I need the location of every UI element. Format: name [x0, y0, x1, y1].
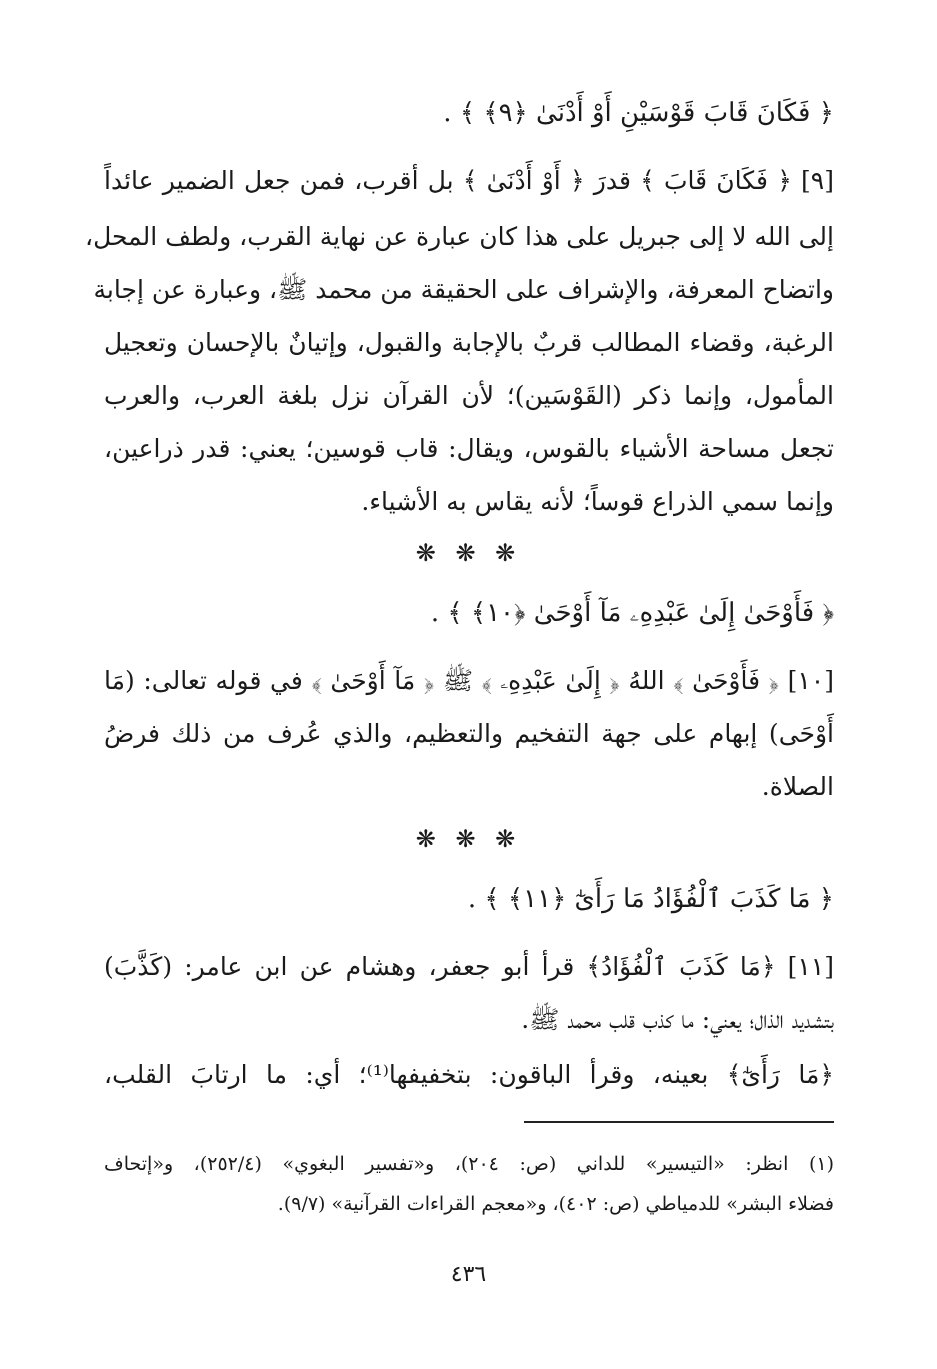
verse-11: ﴿ مَا كَذَبَ ٱلْفُؤَادُ مَا رَأَىٰٓ ﴿١١﴾ ﴾ . — [467, 884, 834, 914]
verse-10: ﴿ فَأَوْحَىٰ إِلَىٰ عَبْدِهِۦ مَآ أَوْحَىٰ ﴿١٠﴾ ﴾ . — [430, 598, 834, 628]
verse-9: ﴿ فَكَانَ قَابَ قَوْسَيْنِ أَوْ أَدْنَىٰ ﴿٩﴾ ﴾ . — [443, 98, 834, 128]
commentary-9-line-4: الرغبة، وقضاء المطالب قربٌ بالإجابة والقبول، وإتيانٌ بالإحسان وتعجيل — [104, 328, 834, 357]
page-number: ٤٣٦ — [450, 1262, 487, 1287]
footnote-line-1: (١) انظر: «التيسير» للداني (ص: ٢٠٤)، و«تفسير البغوي» (٢٥٢/٤)، و«إتحاف — [104, 1153, 834, 1175]
footnote-divider — [524, 1121, 834, 1123]
commentary-9-line-1: [٩] ﴿ فَكَانَ قَابَ ﴾ قدرَ ﴿ أَوْ أَدْنَىٰ ﴾ بل أقرب، فمن جعل الضمير عائداً — [104, 166, 834, 195]
commentary-9-line-7: وإنما سمي الذراع قوساً؛ لأنه يقاس به الأشياء. — [361, 487, 834, 516]
commentary-11-line-2: بتشديد الذال؛ يعني: ما كذب قلب محمد ﷺ. — [521, 1005, 834, 1034]
commentary-10-line-2: أَوْحَى) إبهام على جهة التفخيم والتعظيم، والذي عُرف من ذلك فرضُ — [104, 719, 834, 748]
commentary-9-line-3: واتضاح المعرفة، والإشراف على الحقيقة من محمد ﷺ، وعبارة عن إجابة — [93, 275, 834, 304]
footnote-line-2: فضلاء البشر» للدمياطي (ص: ٤٠٢)، و«معجم القراءات القرآنية» (٩/٧). — [277, 1193, 834, 1215]
commentary-9-line-2: إلى الله لا إلى جبريل على هذا كان عبارة عن نهاية القرب، ولطف المحل، — [85, 222, 834, 251]
commentary-10-line-3: الصلاة. — [761, 772, 834, 801]
commentary-11-line-1: [١١] ﴿مَا كَذَبَ ٱلْفُؤَادُ﴾ قرأ أبو جعفر، وهشام عن ابن عامر: (كَذَّبَ) — [104, 952, 834, 981]
section-separator: ❋ ❋ ❋ — [415, 825, 522, 853]
commentary-10-line-1: [١٠] ﴿ فَأَوْحَىٰ ﴾ اللهُ ﴿ إِلَىٰ عَبْدِهِۦ ﴾ ﷺ ﴿ مَآ أَوْحَىٰ ﴾ في قوله تعالى: (مَا — [104, 666, 834, 695]
section-separator: ❋ ❋ ❋ — [415, 539, 522, 567]
commentary-9-line-5: المأمول، وإنما ذكر (القَوْسَين)؛ لأن القرآن نزل بلغة العرب، والعرب — [104, 381, 834, 410]
commentary-9-line-6: تجعل مساحة الأشياء بالقوس، ويقال: قاب قوسين؛ يعني: قدر ذراعين، — [104, 434, 834, 463]
commentary-11-line-3: ﴿مَا رَأَىٰٓ﴾ بعينه، وقرأ الباقون: بتخفيفها⁽¹⁾؛ أي: ما ارتابَ القلب، — [104, 1060, 834, 1089]
